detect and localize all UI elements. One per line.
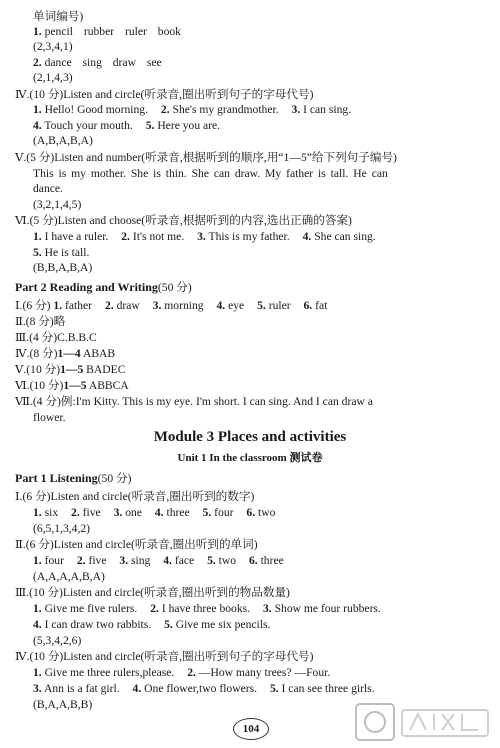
answer-line: Ⅰ.(6 分) 1. father 2. draw 3. morning 4. eye 5. ruler 6. fat — [15, 299, 328, 312]
answer-line: 1. four 2. five 3. sing 4. face 5. two 6. three — [33, 554, 284, 567]
section-instruction: Ⅳ.(10 分)Listen and circle(听录音,圈出听到句子的字母代号) — [15, 88, 314, 101]
answer-line: flower. — [33, 411, 66, 424]
answer-line: 1. pencil rubber ruler book — [33, 25, 181, 38]
section-instruction: Ⅲ.(10 分)Listen and circle(听录音,圈出听到的物品数量) — [15, 586, 290, 599]
part-heading: Part 2 Reading and Writing(50 分) — [15, 280, 192, 294]
answer-key: (2,1,4,3) — [33, 71, 73, 84]
answer-key: (2,3,4,1) — [33, 40, 73, 53]
page-number: 104 — [233, 718, 269, 740]
answer-line: 1. Give me three rulers,please. 2. —How many trees? —Four. — [33, 666, 331, 679]
answer-line: Ⅱ.(8 分)略 — [15, 315, 66, 328]
module-title: Module 3 Places and activities — [153, 429, 347, 445]
answer-line: 1. six 2. five 3. one 4. three 5. four 6. two — [33, 506, 276, 519]
answer-key: (6,5,1,3,4,2) — [33, 522, 90, 535]
answer-key: (B,B,A,B,A) — [33, 261, 93, 274]
watermark-stamp-icon — [354, 700, 494, 744]
answer-line: 4. Touch your mouth. 5. Here you are. — [33, 119, 221, 132]
section-instruction: Ⅵ.(5 分)Listen and choose(听录音,根据听到的内容,选出正确的答案) — [15, 214, 352, 227]
answer-line: Ⅴ.(10 分)1—5 BADEC — [15, 363, 126, 376]
answer-line: 1. I have a ruler. 2. It's not me. 3. This is my father. 4. She can sing. — [33, 230, 376, 243]
answer-line: Ⅵ.(10 分)1—5 ABBCA — [15, 379, 129, 392]
answer-line: Ⅲ.(4 分)C.B.B.C — [15, 331, 97, 344]
transcript-text: This is my mother. She is thin. She can draw. My father is tall. He can — [33, 167, 388, 180]
answer-line: 1. Give me five rulers. 2. I have three books. 3. Show me four rubbers. — [33, 602, 381, 615]
answer-line: 4. I can draw two rabbits. 5. Give me six pencils. — [33, 618, 271, 631]
answer-line: 5. He is tall. — [33, 246, 90, 259]
answer-line: 2. dance sing draw see — [33, 56, 162, 69]
answer-line: 1. Hello! Good morning. 2. She's my grandmother. 3. I can sing. — [33, 103, 352, 116]
unit-title: Unit 1 In the classroom 测试卷 — [177, 452, 323, 464]
answer-line: 3. Ann is a fat girl. 4. One flower,two flowers. 5. I can see three girls. — [33, 682, 375, 695]
answer-line: Ⅶ.(4 分)例:I'm Kitty. This is my eye. I'm short. I can sing. And I can draw a — [15, 395, 373, 408]
answer-key: (5,3,4,2,6) — [33, 634, 82, 647]
answer-line: Ⅳ.(8 分)1—4 ABAB — [15, 347, 116, 360]
answer-key: (3,2,1,4,5) — [33, 198, 82, 211]
section-instruction: Ⅱ.(6 分)Listen and circle(听录音,圈出听到的单词) — [15, 538, 258, 551]
answer-key: (B,A,A,B,B) — [33, 698, 93, 711]
part-heading: Part 1 Listening(50 分) — [15, 471, 132, 485]
section-instruction: Ⅴ.(5 分)Listen and number(听录音,根据听到的顺序,用“1—5”给下列句子编号) — [15, 151, 397, 164]
section-instruction: Ⅰ.(6 分)Listen and circle(听录音,圈出听到的数字) — [15, 490, 255, 503]
section-instruction: Ⅳ.(10 分)Listen and circle(听录音,圈出听到句子的字母代号) — [15, 650, 314, 663]
answer-key: (A,A,A,A,B,A) — [33, 570, 105, 583]
carryover-hint: 单词编号) — [33, 10, 84, 23]
transcript-text: dance. — [33, 182, 63, 195]
answer-key: (A,B,A,B,A) — [33, 134, 93, 147]
